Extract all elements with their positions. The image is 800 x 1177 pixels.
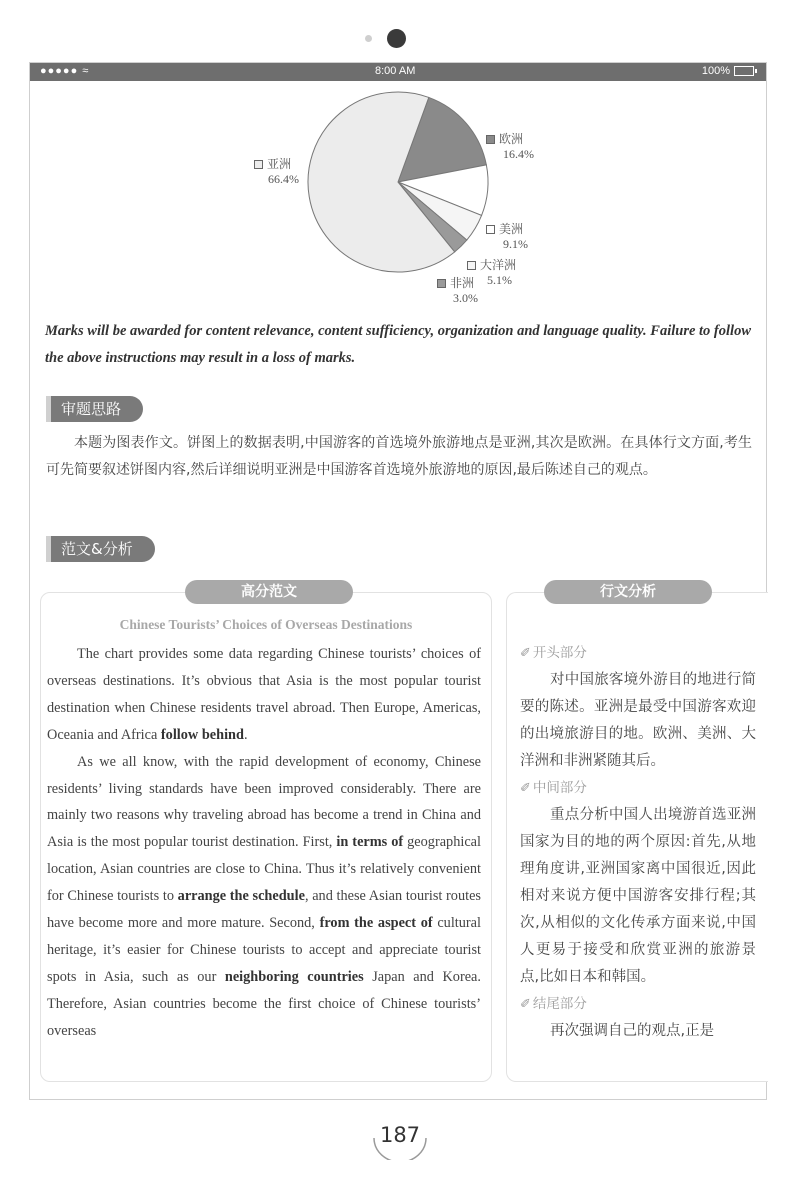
ending-analysis: 再次强调自己的观点,正是 [550,1023,715,1039]
legend-value-europe: 16.4% [503,147,534,161]
legend-name-africa: 非洲 [450,276,475,290]
section-header-approach: 审题思路 [46,396,143,422]
legend-value-oceania: 5.1% [487,273,512,287]
pen-icon: ✐ [520,646,531,661]
essay-paragraph-2: As we all know, with the rapid development of economy, Chinese residents’ living standards have been improved considerably. There are mainly two reasons why traveling abroad has become a trend in China and Asia is the most popular tourist destination. First, in terms of geographical location, Asian countries are close to China. Thus it’s relatively convenient for Chinese tourists to arrange the schedule, and these Asian tourist routes have become more and more mature. Second, from the aspect of cultural heritage, it’s easier for Chinese tourists to accept and appreciate tourist spots in Asia, such as our neighboring countries Japan and Korea. Therefore, Asian countries become the first choice of Chinese tourists’ overseas [47,753,481,1039]
legend-value-africa: 3.0% [453,291,478,305]
legend-name-oceania: 大洋洲 [480,258,517,272]
pie-chart [0,0,800,320]
legend-name-asia: 亚洲 [267,157,292,171]
approach-text: 本题为图表作文。饼图上的数据表明,中国游客的首选境外旅游地点是亚洲,其次是欧洲。在具体行文方面,考生可先简要叙述饼图内容,然后详细说明亚洲是中国游客首选境外旅游地的原因,最后陈述自己的观点。 [46,435,752,478]
opening-analysis: 对中国旅客境外游目的地进行简要的陈述。亚洲是最受中国游客欢迎的出境旅游目的地。欧洲、美洲、大洋洲和非洲紧随其后。 [520,672,756,769]
legend-name-americas: 美洲 [499,222,524,236]
essay-title: Chinese Tourists’ Choices of Overseas Destinations [119,617,413,632]
instructions-text: Marks will be awarded for content relevance, content sufficiency, organization and language quality. Failure to follow the above instructions may result in a loss of marks. [45,323,751,366]
middle-analysis: 重点分析中国人出境游首选亚洲国家为目的地的两个原因:首先,从地理角度讲,亚洲国家离中国很近,因此相对来说方便中国游客安排行程;其次,从相似的文化传承方面来说,中国人更易于接受和欣赏亚洲的旅游景点,比如日本和韩国。 [520,807,756,985]
signal-icon: ●●●●● ≈ [40,65,90,77]
pie-label-africa [437,276,478,306]
pie-label-americas [486,222,528,252]
section-header-sample: 范文&分析 [46,536,155,562]
legend-swatch-africa [437,279,446,288]
page-number: 187 [379,1123,421,1147]
opening-label: ✐ 开头部分 [520,645,587,661]
legend-swatch-europe [486,135,495,144]
pen-icon: ✐ [520,781,531,796]
legend-swatch-asia [254,160,263,169]
legend-name-europe: 欧洲 [499,132,524,146]
ending-label: ✐ 结尾部分 [520,996,587,1012]
writing-analysis-content [520,640,756,1045]
writing-analysis-header: 行文分析 [544,580,712,604]
legend-value-americas: 9.1% [503,237,528,251]
middle-label: ✐ 中间部分 [520,780,587,796]
essay-body [47,641,481,1045]
legend-swatch-oceania [467,261,476,270]
legend-swatch-americas [486,225,495,234]
status-time: 8:00 AM [375,65,416,77]
legend-value-asia: 66.4% [268,172,299,186]
essay-paragraph-1: The chart provides some data regarding Chinese tourists’ choices of overseas destinations. It’s obvious that Asia is the most popular tourist destination when Chinese residents travel abroad. Then Europe, Americas, Oceania and Africa follow behind. [47,646,481,743]
sample-essay-header: 高分范文 [185,580,353,604]
battery-percent: 100% [701,65,730,77]
pie-label-asia [254,157,299,187]
pie-label-europe [486,132,534,162]
pen-icon: ✐ [520,997,531,1012]
